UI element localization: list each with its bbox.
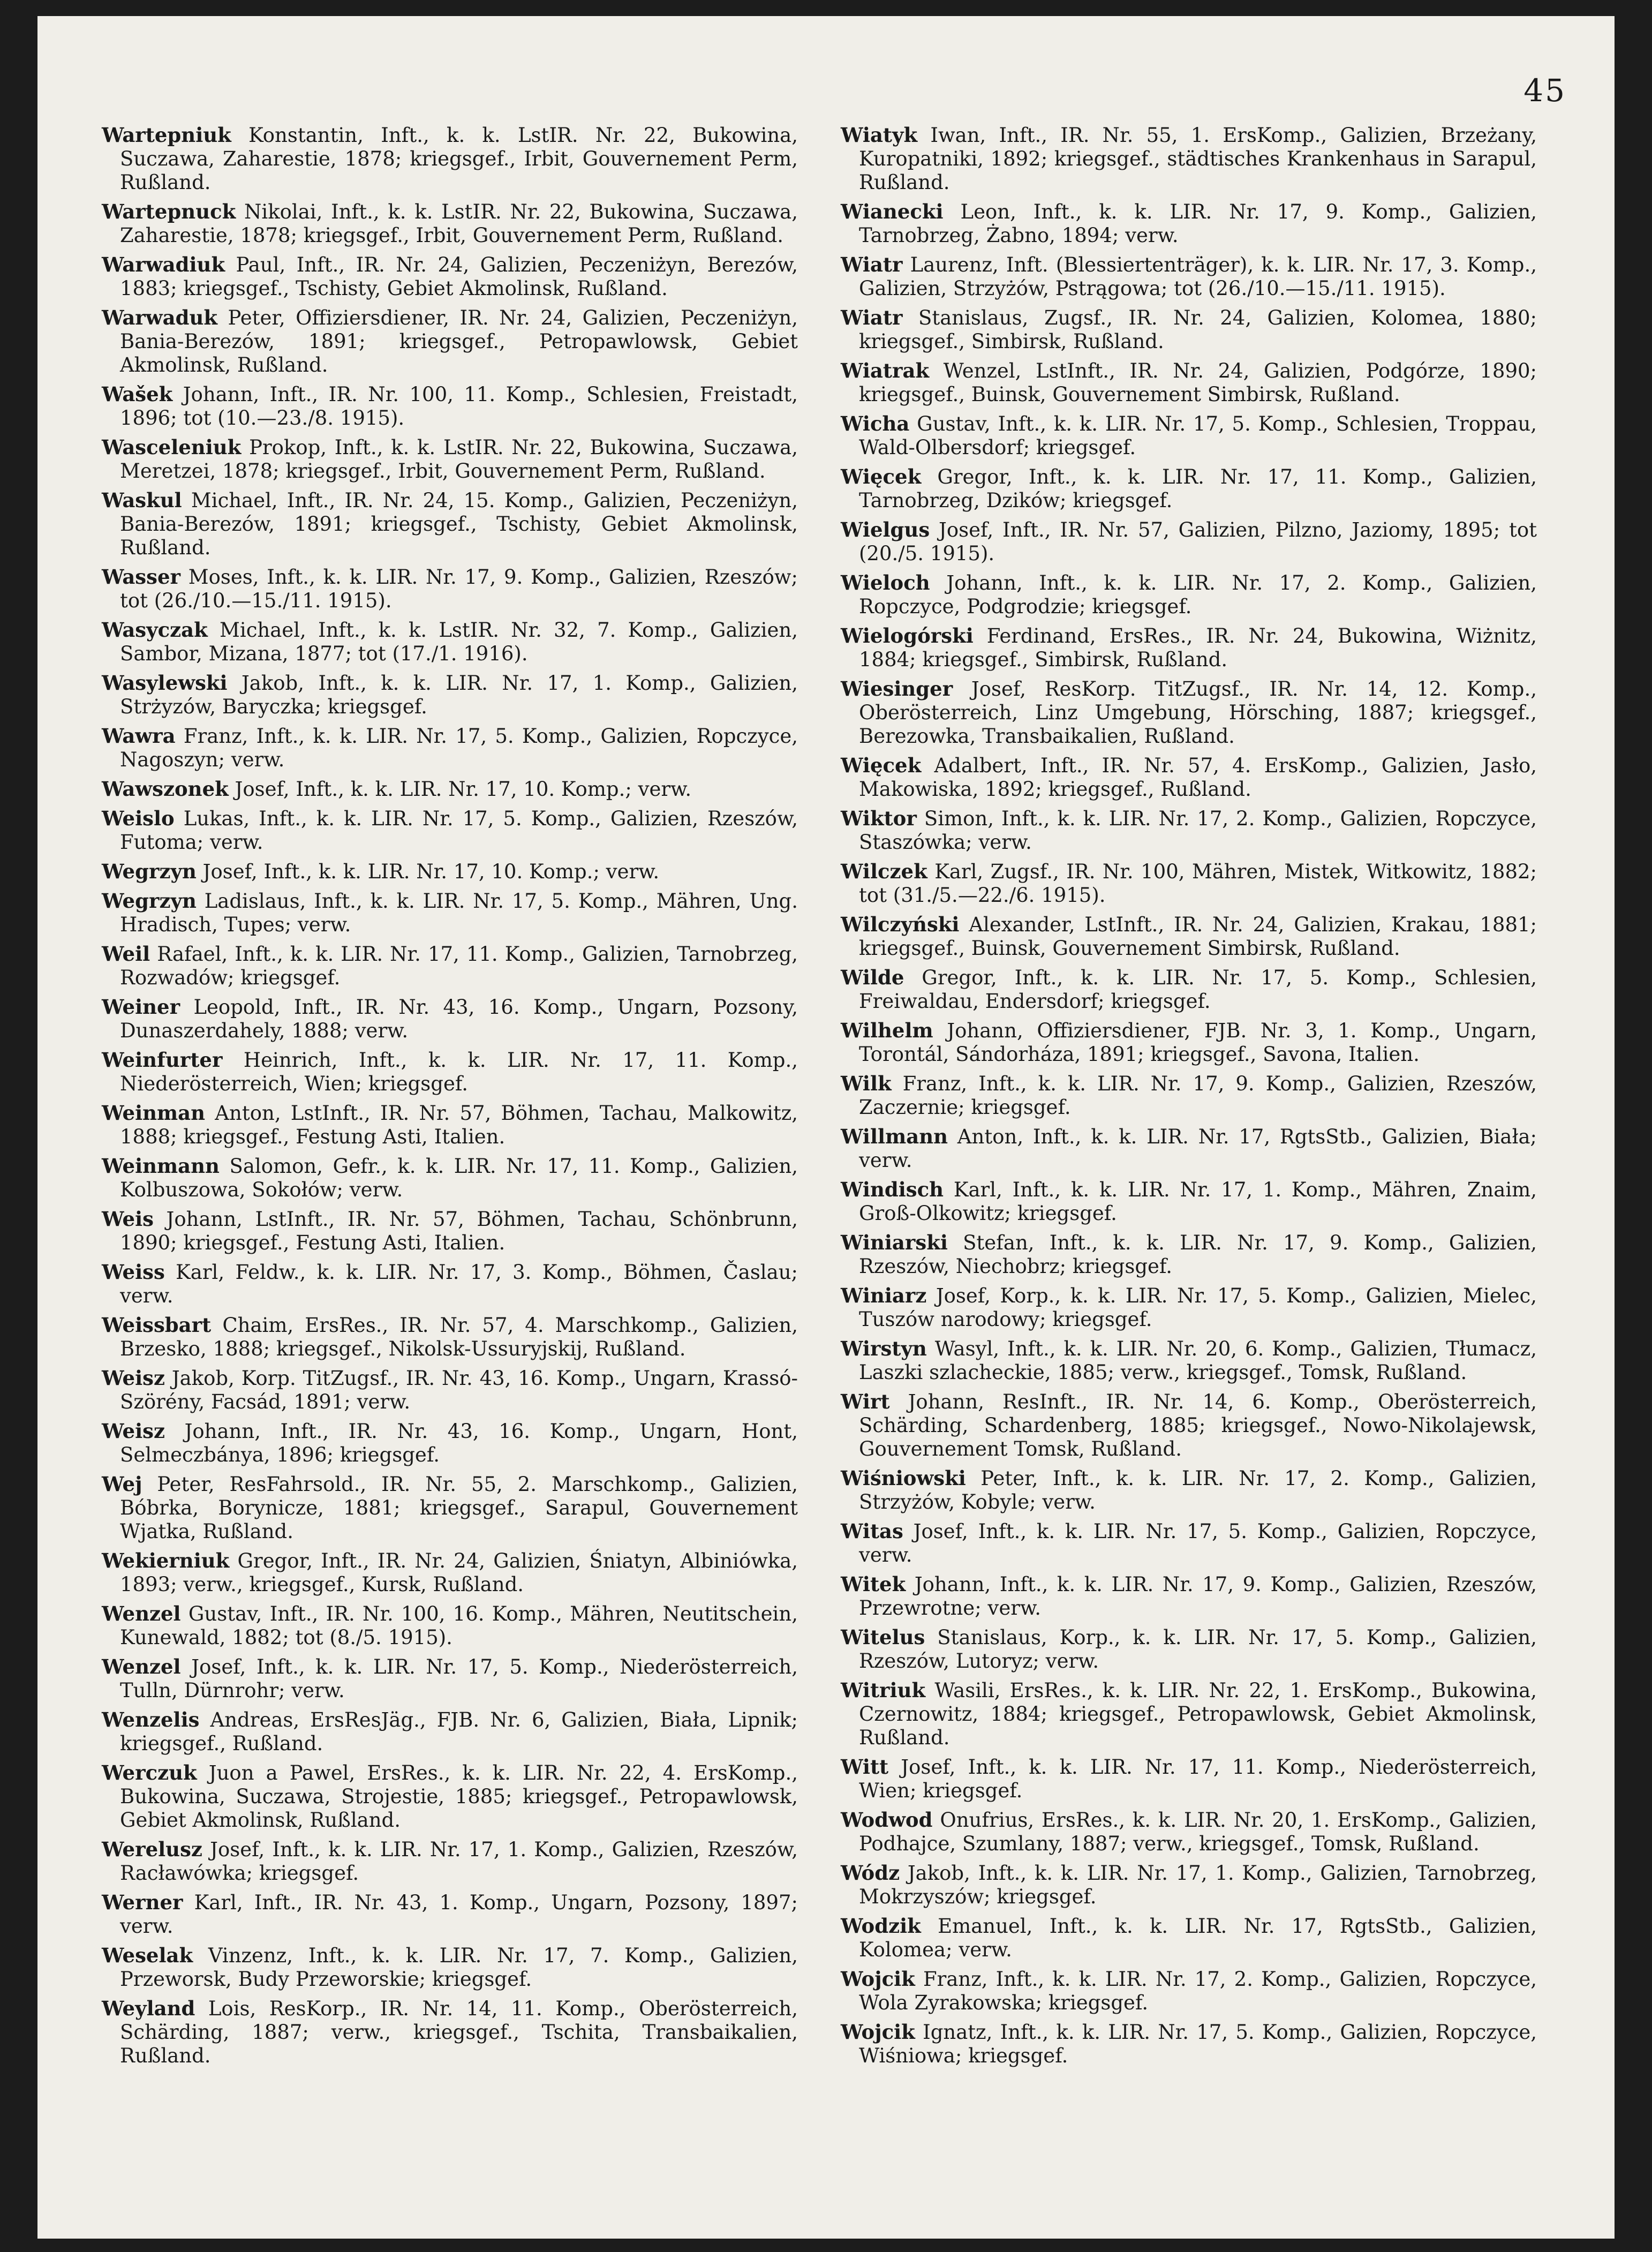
entry-details: Josef, Inft., k. k. LIR. Nr. 17, 5. Komp., Galizien, Ropczyce, verw. xyxy=(859,1520,1537,1566)
register-entry xyxy=(102,1997,798,2068)
entry-details: Salomon, Gefr., k. k. LIR. Nr. 17, 11. Komp., Galizien, Kolbuszowa, Sokołów; verw. xyxy=(120,1155,798,1201)
entry-surname: Wiśniowski xyxy=(841,1466,966,1490)
entry-surname: Wojcik xyxy=(841,2020,915,2044)
entry-details: Ladislaus, Inft., k. k. LIR. Nr. 17, 5. Komp., Mähren, Ung. Hradisch, Tupes; verw. xyxy=(120,890,798,936)
entry-surname: Werczuk xyxy=(102,1761,197,1784)
register-entry xyxy=(841,1572,1537,1620)
entry-surname: Weisz xyxy=(102,1419,165,1443)
entry-details: Peter, ResFahrsold., IR. Nr. 55, 2. Marschkomp., Galizien, Bóbrka, Borynicze, 1881; kriegsgef., Sarapul, Gouvernement Wjatka, Rußland. xyxy=(120,1473,798,1543)
entry-details: Johann, Inft., k. k. LIR. Nr. 17, 2. Komp., Galizien, Ropczyce, Podgrodzie; kriegsgef. xyxy=(859,571,1537,618)
entry-surname: Witriuk xyxy=(841,1678,926,1702)
register-entry xyxy=(102,1154,798,1202)
entry-details: Jakob, Korp. TitZugsf., IR. Nr. 43, 16. Komp., Ungarn, Krassó-Szörény, Facsád, 1891; verw. xyxy=(120,1367,798,1413)
entry-details: Anton, Inft., k. k. LIR. Nr. 17, RgtsStb., Galizien, Biała; verw. xyxy=(859,1125,1537,1172)
entry-details: Josef, Inft., k. k. LIR. Nr. 17, 10. Komp.; verw. xyxy=(202,860,660,883)
register-entry xyxy=(841,966,1537,1013)
register-entry xyxy=(841,1337,1537,1384)
entry-surname: Wielogórski xyxy=(841,624,974,647)
register-entry xyxy=(102,253,798,300)
entry-details: Josef, ResKorp. TitZugsf., IR. Nr. 14, 12. Komp., Oberösterreich, Linz Umgebung, Hörsching, 1887; kriegsgef., Berezowka, Transbaikalien, Rußland. xyxy=(859,677,1537,748)
entry-details: Stanislaus, Korp., k. k. LIR. Nr. 17, 5. Komp., Galizien, Rzeszów, Lutoryz; verw. xyxy=(859,1626,1537,1673)
register-entry xyxy=(841,624,1537,672)
register-entry xyxy=(102,435,798,483)
register-entry xyxy=(102,777,798,801)
register-entry xyxy=(841,412,1537,460)
document-page xyxy=(37,16,1615,2239)
register-entry xyxy=(841,677,1537,748)
entry-details: Ferdinand, ErsRes., IR. Nr. 24, Bukowina, Wiżnitz, 1884; kriegsgef., Simbirsk, Rußland. xyxy=(859,624,1537,671)
register-entry xyxy=(102,382,798,430)
entry-surname: Windisch xyxy=(841,1178,944,1201)
entry-details: Gustav, Inft., k. k. LIR. Nr. 17, 5. Komp., Schlesien, Troppau, Wald-Olbersdorf; kriegsgef. xyxy=(859,412,1537,459)
register-entry xyxy=(102,1944,798,1991)
entry-details: Franz, Inft., k. k. LIR. Nr. 17, 2. Komp., Galizien, Ropczyce, Wola Zyrakowska; kriegsgef. xyxy=(859,1968,1537,2014)
entry-details: Prokop, Inft., k. k. LstIR. Nr. 22, Bukowina, Suczawa, Meretzei, 1878; kriegsgef., Irbit, Gouvernement Perm, Rußland. xyxy=(120,436,798,483)
entry-details: Lukas, Inft., k. k. LIR. Nr. 17, 5. Komp., Galizien, Rzeszów, Futoma; verw. xyxy=(120,807,798,854)
right-column xyxy=(841,123,1537,2073)
register-entry xyxy=(102,306,798,377)
entry-details: Gustav, Inft., IR. Nr. 100, 16. Komp., Mähren, Neutitschein, Kunewald, 1882; tot (8./5. 1915). xyxy=(120,1602,798,1649)
entry-surname: Wiatr xyxy=(841,306,903,329)
entry-surname: Wilde xyxy=(841,966,904,989)
entry-details: Josef, Inft., k. k. LIR. Nr. 17, 1. Komp., Galizien, Rzeszów, Racławówka; kriegsgef. xyxy=(120,1838,798,1885)
register-entry xyxy=(841,913,1537,960)
entry-surname: Wodwod xyxy=(841,1808,933,1832)
register-entry xyxy=(102,1048,798,1096)
register-entry xyxy=(102,1313,798,1361)
register-entry xyxy=(841,754,1537,801)
entry-surname: Wodzik xyxy=(841,1914,921,1938)
entry-surname: Weis xyxy=(102,1207,154,1231)
entry-surname: Wasser xyxy=(102,565,181,589)
entry-surname: Wenzel xyxy=(102,1602,181,1625)
register-entry xyxy=(102,807,798,854)
register-entry xyxy=(841,359,1537,406)
entry-details: Gregor, Inft., IR. Nr. 24, Galizien, Śniatyn, Albiniówka, 1893; verw., kriegsgef., Kursk, Rußland. xyxy=(120,1549,798,1596)
register-entry xyxy=(841,518,1537,566)
register-entry xyxy=(102,889,798,937)
entry-surname: Weisz xyxy=(102,1366,165,1390)
register-entry xyxy=(841,306,1537,353)
register-entry xyxy=(841,123,1537,194)
register-entry xyxy=(841,1861,1537,1909)
entry-surname: Wirstyn xyxy=(841,1337,927,1360)
entry-surname: Wenzel xyxy=(102,1655,181,1678)
entry-details: Johann, LstInft., IR. Nr. 57, Böhmen, Tachau, Schönbrunn, 1890; kriegsgef., Festung Asti, Italien. xyxy=(120,1208,798,1254)
register-entry xyxy=(102,995,798,1043)
entry-surname: Waskul xyxy=(102,488,182,512)
register-entry xyxy=(841,571,1537,619)
entry-surname: Wiatyk xyxy=(841,123,918,147)
entry-surname: Wej xyxy=(102,1472,142,1496)
entry-details: Wenzel, LstInft., IR. Nr. 24, Galizien, Podgórze, 1890; kriegsgef., Buinsk, Gouvernement Simbirsk, Rußland. xyxy=(859,359,1537,406)
register-entry xyxy=(841,1967,1537,2015)
entry-details: Johann, Offiziersdiener, FJB. Nr. 3, 1. Komp., Ungarn, Torontál, Sándorháza, 1891; kriegsgef., Savona, Italien. xyxy=(859,1019,1537,1066)
register-entry xyxy=(841,253,1537,300)
entry-surname: Wianecki xyxy=(841,200,944,223)
register-entry xyxy=(102,123,798,194)
entry-details: Peter, Offiziersdiener, IR. Nr. 24, Galizien, Peczeniżyn, Bania-Berezów, 1891; kriegsgef., Petropawlowsk, Gebiet Akmolinsk, Rußland. xyxy=(120,306,798,376)
entry-surname: Wiktor xyxy=(841,807,917,830)
entry-details: Josef, Inft., IR. Nr. 57, Galizien, Pilzno, Jaziomy, 1895; tot (20./5. 1915). xyxy=(859,518,1537,565)
entry-details: Anton, LstInft., IR. Nr. 57, Böhmen, Tachau, Malkowitz, 1888; kriegsgef., Festung Asti, Italien. xyxy=(120,1102,798,1148)
entry-details: Leon, Inft., k. k. LIR. Nr. 17, 9. Komp., Galizien, Tarnobrzeg, Żabno, 1894; verw. xyxy=(859,200,1537,247)
entry-details: Paul, Inft., IR. Nr. 24, Galizien, Peczeniżyn, Berezów, 1883; kriegsgef., Tschisty, Gebiet Akmolinsk, Rußland. xyxy=(120,253,798,300)
entry-surname: Wekierniuk xyxy=(102,1549,230,1572)
entry-details: Peter, Inft., k. k. LIR. Nr. 17, 2. Komp., Galizien, Strzyżów, Kobyle; verw. xyxy=(859,1467,1537,1513)
register-entry xyxy=(841,200,1537,247)
entry-surname: Wilczyński xyxy=(841,913,960,936)
entry-details: Johann, ResInft., IR. Nr. 14, 6. Komp., Oberösterreich, Schärding, Schardenberg, 1885; kriegsgef., Nowo-Nikolajewsk, Gouvernement Tomsk, Rußland. xyxy=(859,1390,1537,1460)
register-entry xyxy=(102,200,798,247)
register-entry xyxy=(841,1755,1537,1803)
entry-details: Stanislaus, Zugsf., IR. Nr. 24, Galizien, Kolomea, 1880; kriegsgef., Simbirsk, Rußland. xyxy=(859,306,1537,353)
entry-details: Johann, Inft., k. k. LIR. Nr. 17, 9. Komp., Galizien, Rzeszów, Przewrotne; verw. xyxy=(859,1573,1537,1620)
register-entry xyxy=(102,1260,798,1308)
entry-details: Michael, Inft., k. k. LstIR. Nr. 32, 7. Komp., Galizien, Sambor, Mizana, 1877; tot (17./1. 1916). xyxy=(120,619,798,665)
entry-details: Stefan, Inft., k. k. LIR. Nr. 17, 9. Komp., Galizien, Rzeszów, Niechobrz; kriegsgef. xyxy=(859,1231,1537,1278)
register-entry xyxy=(102,1419,798,1467)
register-entry xyxy=(841,1625,1537,1673)
entry-surname: Więcek xyxy=(841,465,922,488)
register-entry xyxy=(102,1761,798,1832)
register-entry xyxy=(102,1837,798,1885)
register-entry xyxy=(102,860,798,884)
entry-surname: Wódz xyxy=(841,1861,900,1885)
register-entry xyxy=(841,2020,1537,2068)
register-entry xyxy=(841,1072,1537,1119)
entry-surname: Wiesinger xyxy=(841,677,953,701)
register-entry xyxy=(102,942,798,990)
entry-details: Karl, Feldw., k. k. LIR. Nr. 17, 3. Komp., Böhmen, Časlau; verw. xyxy=(120,1261,798,1307)
entry-surname: Witelus xyxy=(841,1625,925,1649)
entry-details: Lois, ResKorp., IR. Nr. 14, 11. Komp., Oberösterreich, Schärding, 1887; verw., kriegsgef., Tschita, Transbaikalien, Rußland. xyxy=(120,1997,798,2067)
entry-details: Onufrius, ErsRes., k. k. LIR. Nr. 20, 1. ErsKomp., Galizien, Podhajce, Szumlany, 1887; verw., kriegsgef., Tomsk, Rußland. xyxy=(859,1809,1537,1855)
entry-surname: Weyland xyxy=(102,1997,195,2020)
entry-surname: Witt xyxy=(841,1755,889,1779)
entry-surname: Weinmann xyxy=(102,1154,220,1178)
register-entry xyxy=(102,618,798,666)
entry-details: Wasyl, Inft., k. k. LIR. Nr. 20, 6. Komp., Galizien, Tłumacz, Laszki szlacheckie, 1885; verw., kriegsgef., Tomsk, Rußland. xyxy=(859,1337,1537,1384)
entry-surname: Wiatrak xyxy=(841,359,930,382)
entry-surname: Wielgus xyxy=(841,518,930,541)
entry-surname: Wenzelis xyxy=(102,1708,200,1731)
entry-details: Johann, Inft., IR. Nr. 100, 11. Komp., Schlesien, Freistadt, 1896; tot (10.—23./8. 1915). xyxy=(120,383,798,430)
entry-surname: Wirt xyxy=(841,1390,890,1413)
register-entry xyxy=(841,1466,1537,1514)
register-entry xyxy=(841,1808,1537,1856)
entry-surname: Werelusz xyxy=(102,1837,202,1861)
register-entry xyxy=(841,1284,1537,1331)
entry-details: Simon, Inft., k. k. LIR. Nr. 17, 2. Komp., Galizien, Ropczyce, Staszówka; verw. xyxy=(859,807,1537,854)
entry-surname: Weinfurter xyxy=(102,1048,223,1072)
entry-details: Iwan, Inft., IR. Nr. 55, 1. ErsKomp., Galizien, Brzeżany, Kuropatniki, 1892; kriegsgef., städtisches Krankenhaus in Sarapul, Rußland. xyxy=(859,124,1537,194)
register-entry xyxy=(841,807,1537,854)
entry-details: Josef, Inft., k. k. LIR. Nr. 17, 10. Komp.; verw. xyxy=(235,778,692,801)
entry-details: Josef, Inft., k. k. LIR. Nr. 17, 5. Komp., Niederösterreich, Tulln, Dürnrohr; verw. xyxy=(120,1655,798,1702)
entry-surname: Winiarz xyxy=(841,1284,927,1307)
register-entry xyxy=(102,724,798,772)
entry-details: Jakob, Inft., k. k. LIR. Nr. 17, 1. Komp., Galizien, Strżyzów, Baryczka; kriegsgef. xyxy=(120,672,798,718)
register-entry xyxy=(102,1366,798,1414)
entry-surname: Wieloch xyxy=(841,571,930,594)
register-entry xyxy=(102,1549,798,1596)
entry-surname: Warwaduk xyxy=(102,306,218,329)
register-entry xyxy=(102,1891,798,1938)
entry-surname: Wawra xyxy=(102,724,176,748)
entry-details: Karl, Inft., IR. Nr. 43, 1. Komp., Ungarn, Pozsony, 1897; verw. xyxy=(120,1891,798,1938)
entry-surname: Weil xyxy=(102,942,150,966)
register-entry xyxy=(841,1231,1537,1278)
entry-surname: Wartepnuck xyxy=(102,200,236,223)
register-entry xyxy=(841,465,1537,513)
entry-surname: Wawszonek xyxy=(102,777,229,801)
register-entry xyxy=(841,1678,1537,1750)
entry-details: Johann, Inft., IR. Nr. 43, 16. Komp., Ungarn, Hont, Selmeczbánya, 1896; kriegsgef. xyxy=(120,1420,798,1466)
entry-details: Ignatz, Inft., k. k. LIR. Nr. 17, 5. Komp., Galizien, Ropczyce, Wiśniowa; kriegsgef. xyxy=(859,2021,1537,2067)
register-entry xyxy=(102,488,798,560)
entry-details: Michael, Inft., IR. Nr. 24, 15. Komp., Galizien, Peczeniżyn, Bania-Berezów, 1891; kriegsgef., Tschisty, Gebiet Akmolinsk, Rußland. xyxy=(120,489,798,559)
left-column xyxy=(102,123,798,2073)
entry-surname: Wašek xyxy=(102,382,173,406)
entry-details: Rafael, Inft., k. k. LIR. Nr. 17, 11. Komp., Galizien, Tarnobrzeg, Rozwadów; kriegsgef. xyxy=(120,943,798,989)
register-entry xyxy=(102,1708,798,1756)
entry-surname: Wojcik xyxy=(841,1967,915,1991)
entry-details: Karl, Zugsf., IR. Nr. 100, Mähren, Mistek, Witkowitz, 1882; tot (31./5.—22./6. 1915). xyxy=(859,860,1537,907)
entry-details: Gregor, Inft., k. k. LIR. Nr. 17, 5. Komp., Schlesien, Freiwaldau, Endersdorf; kriegsgef. xyxy=(859,966,1537,1013)
register-entry xyxy=(102,1101,798,1149)
entry-surname: Wilk xyxy=(841,1072,892,1095)
register-entry xyxy=(841,860,1537,907)
entry-surname: Wiatr xyxy=(841,253,903,276)
entry-surname: Werner xyxy=(102,1891,183,1914)
entry-surname: Wasyczak xyxy=(102,618,208,642)
entry-details: Vinzenz, Inft., k. k. LIR. Nr. 17, 7. Komp., Galizien, Przeworsk, Budy Przeworskie; kriegsgef. xyxy=(120,1944,798,1991)
register-entry xyxy=(102,1602,798,1650)
entry-surname: Willmann xyxy=(841,1125,948,1148)
entry-details: Josef, Korp., k. k. LIR. Nr. 17, 5. Komp., Galizien, Mielec, Tuszów narodowy; kriegsgef. xyxy=(859,1284,1537,1331)
entry-details: Konstantin, Inft., k. k. LstIR. Nr. 22, Bukowina, Suczawa, Zaharestie, 1878; kriegsgef., Irbit, Gouvernement Perm, Rußland. xyxy=(120,124,798,194)
entry-details: Laurenz, Inft. (Blessiertenträger), k. k. LIR. Nr. 17, 3. Komp., Galizien, Strzyżów, Pstrągowa; tot (26./10.—15./11. 1915). xyxy=(859,253,1537,300)
entry-details: Wasili, ErsRes., k. k. LIR. Nr. 22, 1. ErsKomp., Bukowina, Czernowitz, 1884; kriegsgef., Petropawlowsk, Gebiet Akmolinsk, Rußland. xyxy=(859,1679,1537,1749)
entry-surname: Wegrzyn xyxy=(102,860,197,883)
entry-surname: Weinman xyxy=(102,1101,206,1125)
entry-surname: Więcek xyxy=(841,754,922,777)
register-entry xyxy=(841,1519,1537,1567)
entry-details: Jakob, Inft., k. k. LIR. Nr. 17, 1. Komp., Galizien, Tarnobrzeg, Mokrzyszów; kriegsgef. xyxy=(859,1862,1537,1908)
entry-surname: Wilhelm xyxy=(841,1019,933,1042)
entry-surname: Weislo xyxy=(102,807,175,830)
entry-details: Emanuel, Inft., k. k. LIR. Nr. 17, RgtsStb., Galizien, Kolomea; verw. xyxy=(859,1915,1537,1961)
register-entry xyxy=(102,1655,798,1703)
entry-surname: Wasceleniuk xyxy=(102,435,242,459)
entry-details: Franz, Inft., k. k. LIR. Nr. 17, 9. Komp., Galizien, Rzeszów, Zaczernie; kriegsgef. xyxy=(859,1072,1537,1119)
entry-details: Chaim, ErsRes., IR. Nr. 57, 4. Marschkomp., Galizien, Brzesko, 1888; kriegsgef., Nikolsk-Ussuryjskij, Rußland. xyxy=(120,1314,798,1360)
entry-surname: Warwadiuk xyxy=(102,253,225,276)
entry-surname: Wicha xyxy=(841,412,910,435)
entry-details: Franz, Inft., k. k. LIR. Nr. 17, 5. Komp., Galizien, Ropczyce, Nagoszyn; verw. xyxy=(120,725,798,771)
entry-surname: Weiner xyxy=(102,995,180,1019)
register-entry xyxy=(102,671,798,719)
register-entry xyxy=(841,1019,1537,1066)
register-entry xyxy=(841,1125,1537,1172)
entry-surname: Weselak xyxy=(102,1944,193,1967)
register-entry xyxy=(102,565,798,613)
entry-surname: Witas xyxy=(841,1519,903,1543)
register-entry xyxy=(102,1207,798,1255)
entry-details: Alexander, LstInft., IR. Nr. 24, Galizien, Krakau, 1881; kriegsgef., Buinsk, Gouvernement Simbirsk, Rußland. xyxy=(859,913,1537,960)
entry-surname: Wegrzyn xyxy=(102,889,197,913)
register-entry xyxy=(841,1178,1537,1225)
entry-details: Gregor, Inft., k. k. LIR. Nr. 17, 11. Komp., Galizien, Tarnobrzeg, Dzików; kriegsgef. xyxy=(859,465,1537,512)
entry-details: Heinrich, Inft., k. k. LIR. Nr. 17, 11. Komp., Niederösterreich, Wien; kriegsgef. xyxy=(120,1049,798,1095)
entry-details: Leopold, Inft., IR. Nr. 43, 16. Komp., Ungarn, Pozsony, Dunaszerdahely, 1888; verw. xyxy=(120,996,798,1042)
register-entry xyxy=(841,1914,1537,1962)
entry-details: Josef, Inft., k. k. LIR. Nr. 17, 11. Komp., Niederösterreich, Wien; kriegsgef. xyxy=(859,1756,1537,1802)
entry-surname: Wilczek xyxy=(841,860,927,883)
entry-details: Andreas, ErsResJäg., FJB. Nr. 6, Galizien, Biała, Lipnik; kriegsgef., Rußland. xyxy=(120,1708,798,1755)
page-number: 45 xyxy=(1523,72,1566,109)
register-entry xyxy=(841,1390,1537,1461)
register-entry xyxy=(102,1472,798,1543)
entry-details: Nikolai, Inft., k. k. LstIR. Nr. 22, Bukowina, Suczawa, Zaharestie, 1878; kriegsgef., Irbit, Gouvernement Perm, Rußland. xyxy=(120,200,798,247)
entry-surname: Wartepniuk xyxy=(102,123,231,147)
entry-surname: Witek xyxy=(841,1572,906,1596)
entry-details: Moses, Inft., k. k. LIR. Nr. 17, 9. Komp., Galizien, Rzeszów; tot (26./10.—15./11. 1915). xyxy=(120,566,798,612)
entry-surname: Weiss xyxy=(102,1260,165,1284)
entry-details: Karl, Inft., k. k. LIR. Nr. 17, 1. Komp., Mähren, Znaim, Groß-Olkowitz; kriegsgef. xyxy=(859,1178,1537,1225)
entry-details: Juon a Pawel, ErsRes., k. k. LIR. Nr. 22, 4. ErsKomp., Bukowina, Suczawa, Strojestie, 1885; kriegsgef., Petropawlowsk, Gebiet Akmolinsk, Rußland. xyxy=(120,1761,798,1832)
entry-surname: Winiarski xyxy=(841,1231,948,1254)
entry-surname: Weissbart xyxy=(102,1313,212,1337)
entry-details: Adalbert, Inft., IR. Nr. 57, 4. ErsKomp., Galizien, Jasło, Makowiska, 1892; kriegsgef., Rußland. xyxy=(859,754,1537,801)
entry-surname: Wasylewski xyxy=(102,671,228,695)
